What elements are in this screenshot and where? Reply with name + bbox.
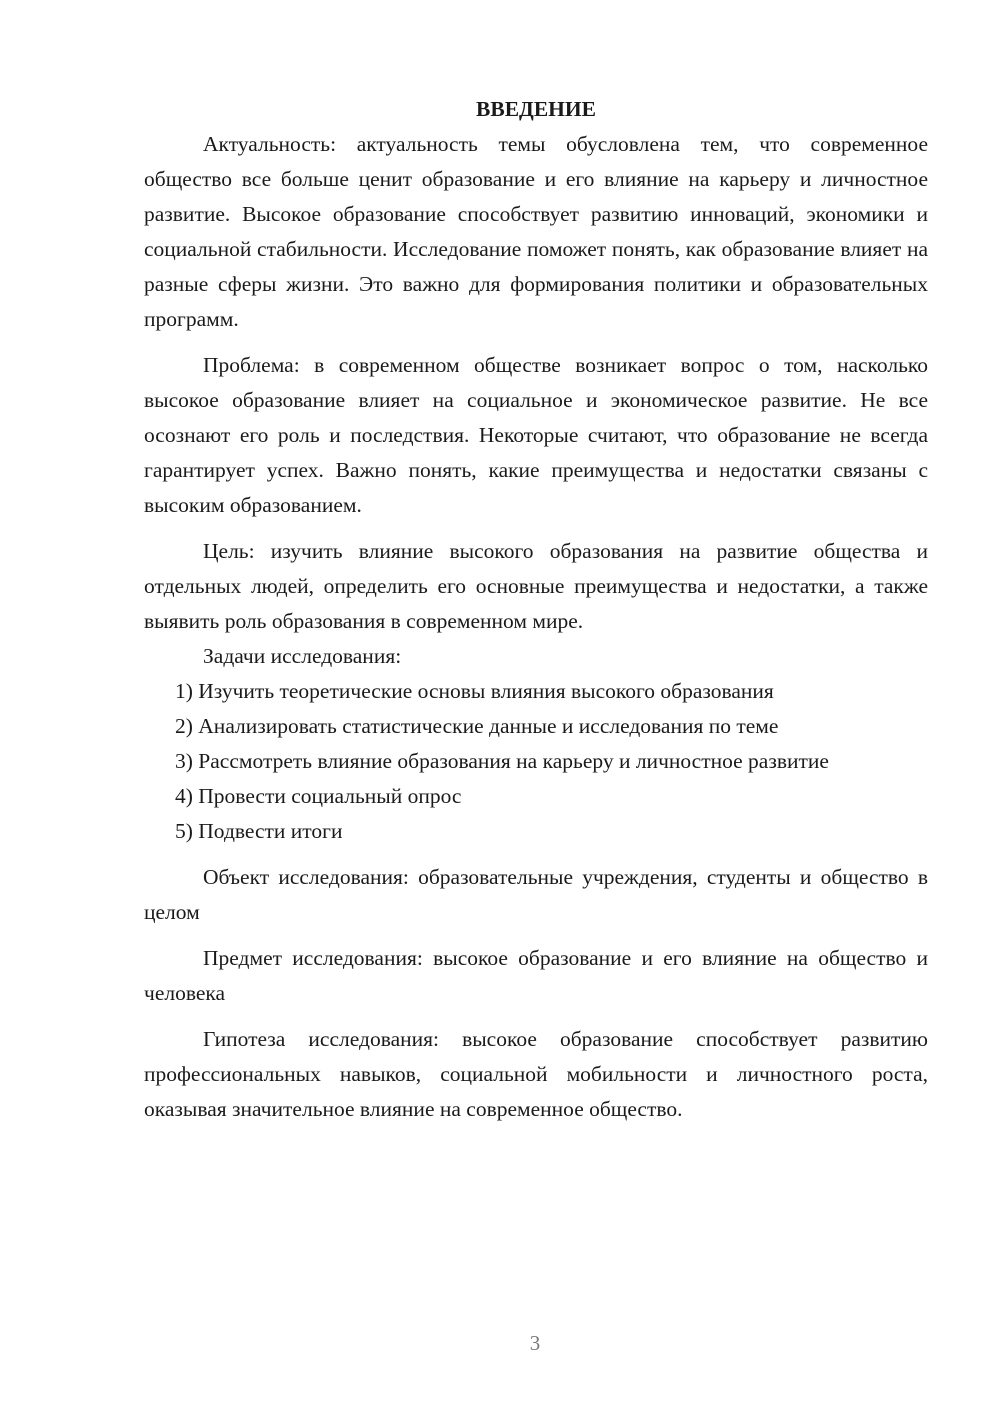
paragraph-problem: Проблема: в современном обществе возникает вопрос о том, насколько высокое образование влияет на социальное и экономическое развитие. Не все осознают его роль и последствия. Некоторые считают, что образование не всегда гарантирует успех. Важно понять, какие преимущества и недостатки связаны с высоким образованием. [144,353,928,517]
task-item-2: 2) Анализировать статистические данные и исследования по теме [175,714,779,738]
paragraph-object: Объект исследования: образовательные учреждения, студенты и общество в целом [144,865,928,924]
task-item-5: 5) Подвести итоги [175,819,343,843]
paragraph-hypothesis: Гипотеза исследования: высокое образование способствует развитию профессиональных навыков, социальной мобильности и личностного роста, оказывая значительное влияние на современное общество. [144,1027,928,1121]
paragraph-goal: Цель: изучить влияние высокого образования на развитие общества и отдельных людей, определить его основные преимущества и недостатки, а также выявить роль образования в современном мире. [144,539,928,633]
tasks-title: Задачи исследования: [203,644,402,668]
page-number: 3 [529,1331,541,1355]
document-page [144,92,928,1127]
paragraph-relevance: Актуальность: актуальность темы обусловлена тем, что современное общество все больше ценит образование и его влияние на карьеру и личностное развитие. Высокое образование способствует развитию инноваций, экономики и социальной стабильности. Исследование поможет понять, как образование влияет на разные сферы жизни. Это важно для формирования политики и образовательных программ. [144,132,928,331]
task-item-3: 3) Рассмотреть влияние образования на карьеру и личностное развитие [175,749,829,773]
task-item-1: 1) Изучить теоретические основы влияния высокого образования [175,679,774,703]
page-title: ВВЕДЕНИЕ [476,97,596,121]
paragraph-subject: Предмет исследования: высокое образование и его влияние на общество и человека [144,946,928,1005]
task-item-4: 4) Провести социальный опрос [175,784,462,808]
